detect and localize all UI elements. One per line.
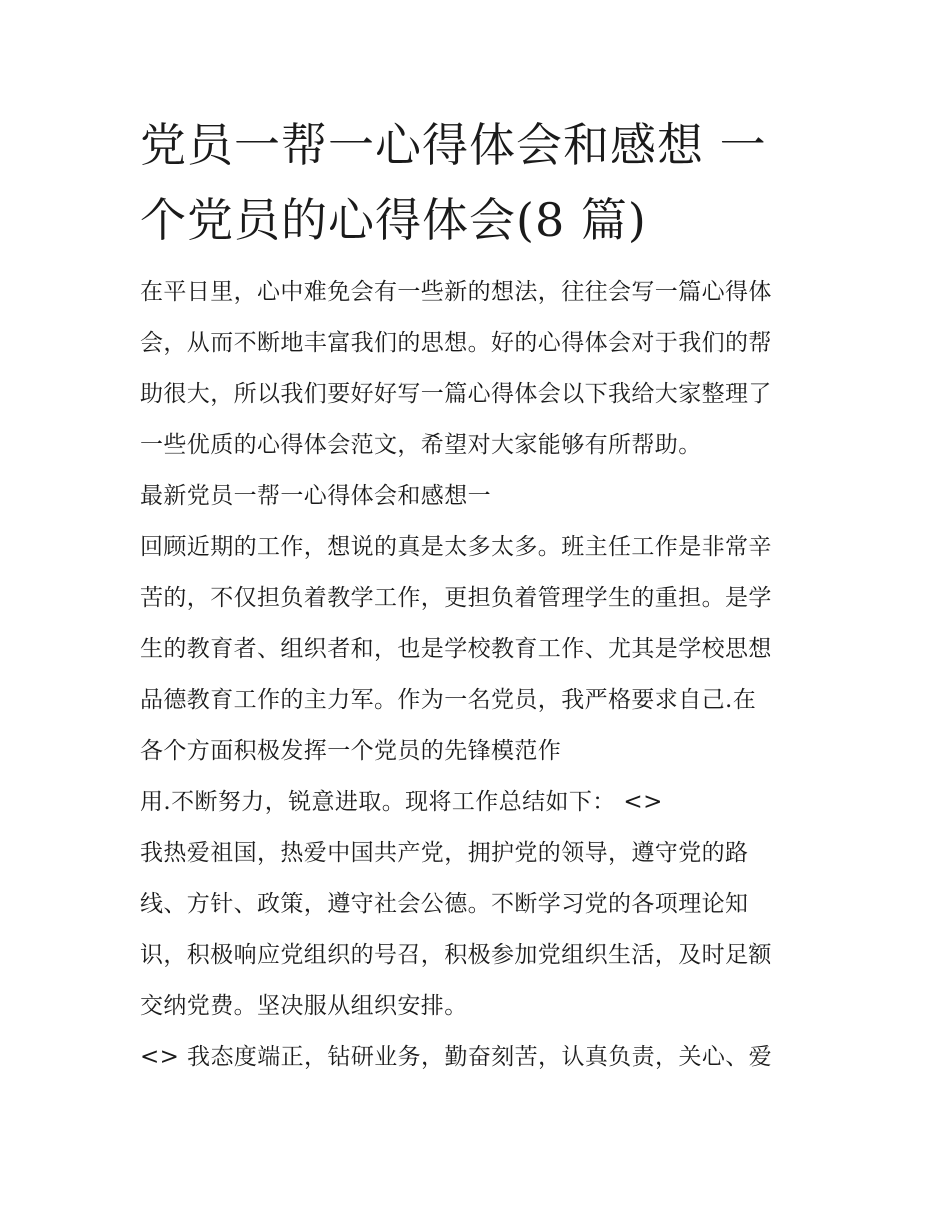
document-title [140,108,820,258]
text-line: 最新党员一帮一心得体会和感想一 [140,483,491,509]
text-line: 一些优质的心得体会范文，希望对大家能够有所帮助。 [140,432,702,458]
body-paragraph [140,828,820,1032]
text-line: 助很大，所以我们要好好写一篇心得体会以下我给大家整理了 [140,381,772,407]
text-line: 品德教育工作的主力军。作为一名党员，我严格要求自己.在 [140,687,757,713]
text-line: 各个方面积极发挥一个党员的先锋模范作 [140,738,562,764]
title-line: 党员一帮一心得体会和感想 一 [140,118,767,172]
text-line: 识，积极响应党组织的号召，积极参加党组织生活，及时足额 [140,942,772,968]
title-line: 个党员的心得体会(8 篇) [140,193,647,247]
body-paragraph [140,777,820,828]
text-line: 线、方针、政策，遵守社会公德。不断学习党的各项理论知 [140,891,749,917]
text-line: 回顾近期的工作，想说的真是太多太多。班主任工作是非常辛 [140,534,772,560]
section-heading [140,471,820,522]
text-line: 我热爱祖国，热爱中国共产党，拥护党的领导，遵守党的路 [140,840,749,866]
intro-paragraph [140,267,820,471]
text-line: 在平日里，心中难免会有一些新的想法，往往会写一篇心得体 [140,279,772,305]
body-paragraph [140,522,820,777]
text-line: 用.不断努力，锐意进取。现将工作总结如下： <> [140,789,663,815]
text-line: 生的教育者、组织者和，也是学校教育工作、尤其是学校思想 [140,636,772,662]
text-line: 会，从而不断地丰富我们的思想。好的心得体会对于我们的帮 [140,330,772,356]
text-line: <> 我态度端正，钻研业务，勤奋刻苦，认真负责，关心、爱 [140,1044,773,1070]
text-line: 苦的，不仅担负着教学工作，更担负着管理学生的重担。是学 [140,585,772,611]
text-line: 交纳党费。坚决服从组织安排。 [140,993,468,1019]
body-paragraph [140,1032,820,1083]
document-body [140,108,820,1083]
